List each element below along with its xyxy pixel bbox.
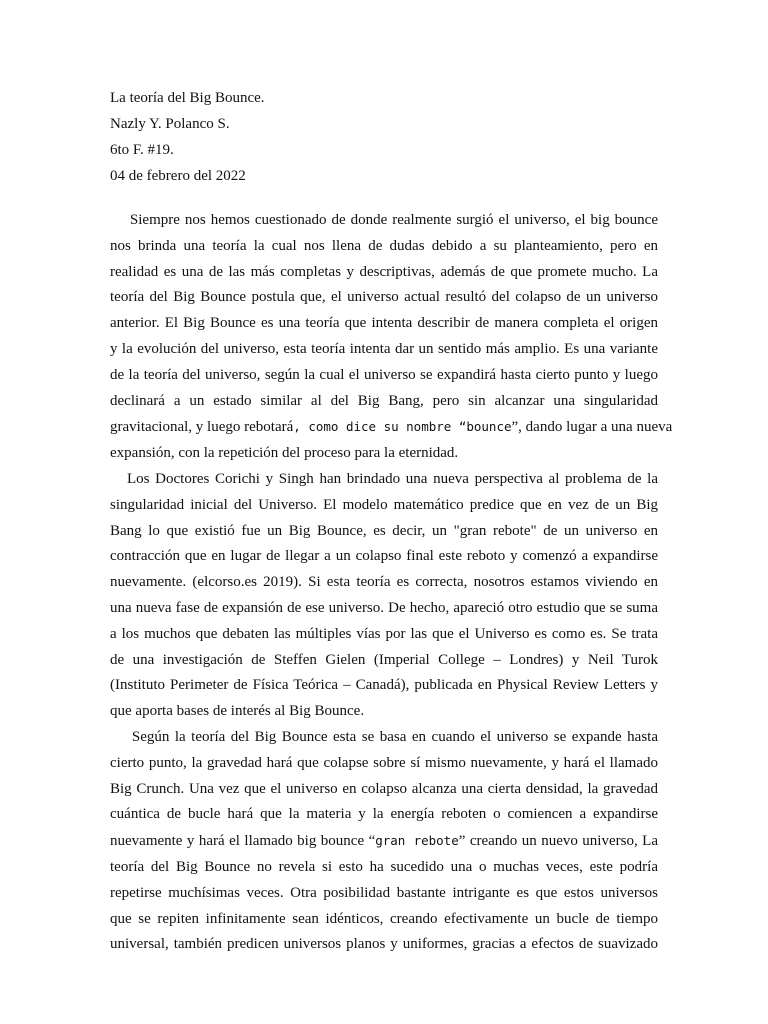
paragraph-1 — [110, 208, 673, 467]
mono-text-fragment: gran rebote — [375, 833, 459, 849]
text-line: y la evolución del universo, esta teoría intenta dar un sentido más amplio. Es una variante — [110, 340, 658, 357]
author-name: Nazly Y. Polanco S. — [110, 116, 230, 132]
text-line: cierto punto, la gravedad hará que colapse sobre sí mismo nuevamente, y hará el llamado — [110, 754, 658, 771]
text-fragment: gravitacional, y luego rebotará — [110, 419, 294, 436]
text-line-mixed — [110, 414, 673, 441]
text-line: cuántica de bucle hará que la materia y la energía reboten o comiencen a expandirse — [110, 806, 658, 823]
text-line: teoría del Big Bounce postula que, el universo actual resultó del colapso de un universo — [110, 289, 658, 306]
text-line: Big Crunch. Una vez que el universo en colapso alcanza una cierta densidad, la gravedad — [110, 780, 658, 797]
text-line-mixed — [110, 828, 658, 855]
text-line: que aporta bases de interés al Big Bounce. — [110, 703, 365, 720]
grade-section: 6to F. #19. — [110, 142, 174, 158]
text-line: Según la teoría del Big Bounce esta se basa en cuando el universo se expande hasta — [110, 728, 658, 745]
text-line: Los Doctores Corichi y Singh han brindado una nueva perspectiva al problema de la — [110, 470, 658, 487]
text-line: teoría del Big Bounce no revela si esto ha sucedido una o muchas veces, este podría — [110, 858, 658, 875]
text-fragment: nuevamente y hará el llamado big bounce “ — [110, 833, 376, 850]
text-line: que se repiten infinitamente sean idénticos, creando efectivamente un bucle de tiempo — [110, 910, 658, 927]
paragraph-2 — [110, 467, 658, 725]
text-fragment: ”, dando lugar a una nueva — [511, 419, 673, 436]
text-line: repetirse muchísimas veces. Otra posibilidad bastante intrigante es que estos universos — [110, 884, 658, 901]
text-line: nuevamente. (elcorso.es 2019). Si esta teoría es correcta, nosotros estamos viviendo en — [110, 574, 658, 591]
text-line: realidad es una de las más completas y descriptivas, además de que promete mucho. La — [110, 263, 658, 280]
text-line: declinará a un estado similar al del Big Bang, pero sin alcanzar una singularidad — [110, 392, 658, 409]
text-line: de una investigación de Steffen Gielen (Imperial College – Londres) y Neil Turok — [110, 651, 658, 668]
text-line: anterior. El Big Bounce es una teoría que intenta describir de manera completa el origen — [110, 315, 658, 332]
document-header — [110, 85, 670, 189]
text-line: Bang lo que existió fue un Big Bounce, es decir, un "gran rebote" de un universo en — [110, 522, 658, 539]
document-date: 04 de febrero del 2022 — [110, 168, 246, 184]
text-line: Siempre nos hemos cuestionado de donde realmente surgió el universo, el big bounce — [110, 212, 658, 228]
text-line: singularidad inicial del Universo. El modelo matemático predice que en vez de un Big — [110, 496, 658, 513]
mono-text-fragment: , como dice su nombre “bounce — [293, 419, 512, 435]
document-title: La teoría del Big Bounce. — [110, 90, 265, 106]
text-line: (Instituto Perimeter de Física Teórica – Canadá), publicada en Physical Review Letters y — [110, 677, 658, 694]
paragraph-3 — [110, 725, 658, 958]
document-body — [110, 208, 673, 958]
text-fragment: ” creando un nuevo universo, La — [458, 833, 658, 850]
text-line: nos brinda una teoría la cual nos llena de dudas debido a su planteamiento, pero en — [110, 237, 658, 254]
text-line: contracción que en lugar de llegar a un colapso final este reboto y comenzó a expandirse — [110, 548, 658, 565]
text-line: de la teoría del universo, según la cual el universo se expandirá hasta cierto punto y luego — [110, 366, 658, 383]
text-line: universal, también predicen universos planos y uniformes, gracias a efectos de suavizado — [110, 936, 658, 953]
text-line: una nueva fase de expansión de ese universo. De hecho, apareció otro estudio que se suma — [110, 599, 658, 616]
text-line: expansión, con la repetición del proceso para la eternidad. — [110, 445, 459, 462]
text-line: a los muchos que debaten las múltiples vías por las que el Universo es como es. Se trata — [110, 625, 658, 642]
